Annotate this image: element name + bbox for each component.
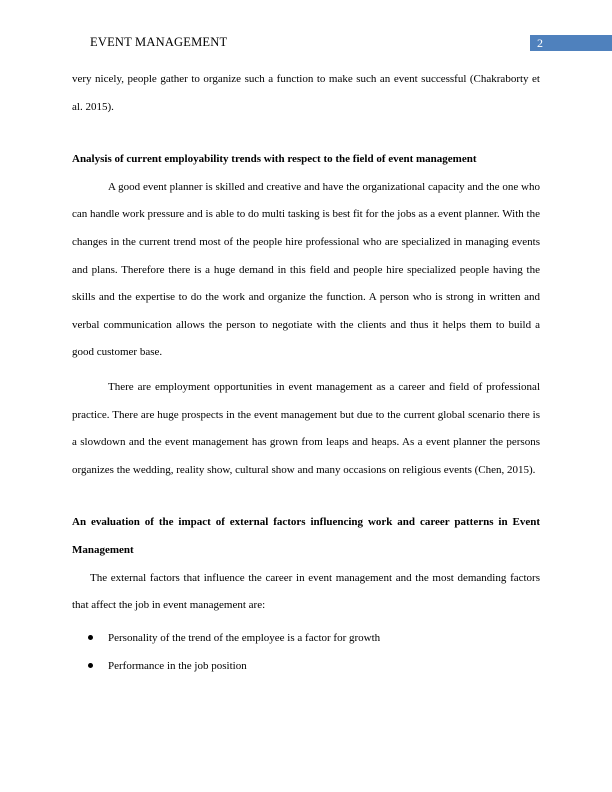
paragraph-event-planner-skills: A good event planner is skilled and creative and have the organizational capacity and the one who can handle work pressure and is able to do multi tasking is best fit for the jobs as a event planner. With the changes in the current trend most of the people hire professional who are specialized in managing events and plans. Therefore there is a huge demand in this field and people hire specialized people having the skills and the expertise to do the work and organize the function. A person who is strong in written and verbal communication allows the person to negotiate with the clients and thus it helps them to build a good customer base. (72, 180, 540, 359)
factors-list (72, 624, 540, 680)
paragraph-external-factors: The external factors that influence the career in event management and the most demanding factors that affect the job in event management are: (72, 571, 540, 612)
list-item-text: Personality of the trend of the employee is a factor for growth (108, 631, 381, 644)
page-number-badge (530, 35, 612, 51)
page-number: 2 (537, 36, 543, 50)
paragraph-employment-opportunities: There are employment opportunities in event management as a career and field of professional practice. There are huge prospects in the event management but due to the current global scenario there is a slowdown and the event management has grown from leaps and heaps. As a event planner the persons organizes the wedding, reality show, cultural show and many occasions on religious events (Chen, 2015). (72, 380, 540, 476)
section-heading-employability: Analysis of current employability trends with respect to the field of event management (72, 153, 477, 166)
bullet-icon (88, 663, 93, 668)
list-item (72, 652, 540, 680)
section-heading-external-factors: An evaluation of the impact of external factors influencing work and career patterns in Event Management (72, 516, 540, 556)
intro-paragraph: very nicely, people gather to organize such a function to make such an event successful (Chakraborty et al. 2015). (72, 73, 540, 113)
list-item-text: Performance in the job position (108, 659, 247, 672)
running-header-title: EVENT MANAGEMENT (90, 35, 228, 49)
document-body (72, 66, 540, 680)
bullet-icon (88, 635, 93, 640)
list-item (72, 624, 540, 652)
